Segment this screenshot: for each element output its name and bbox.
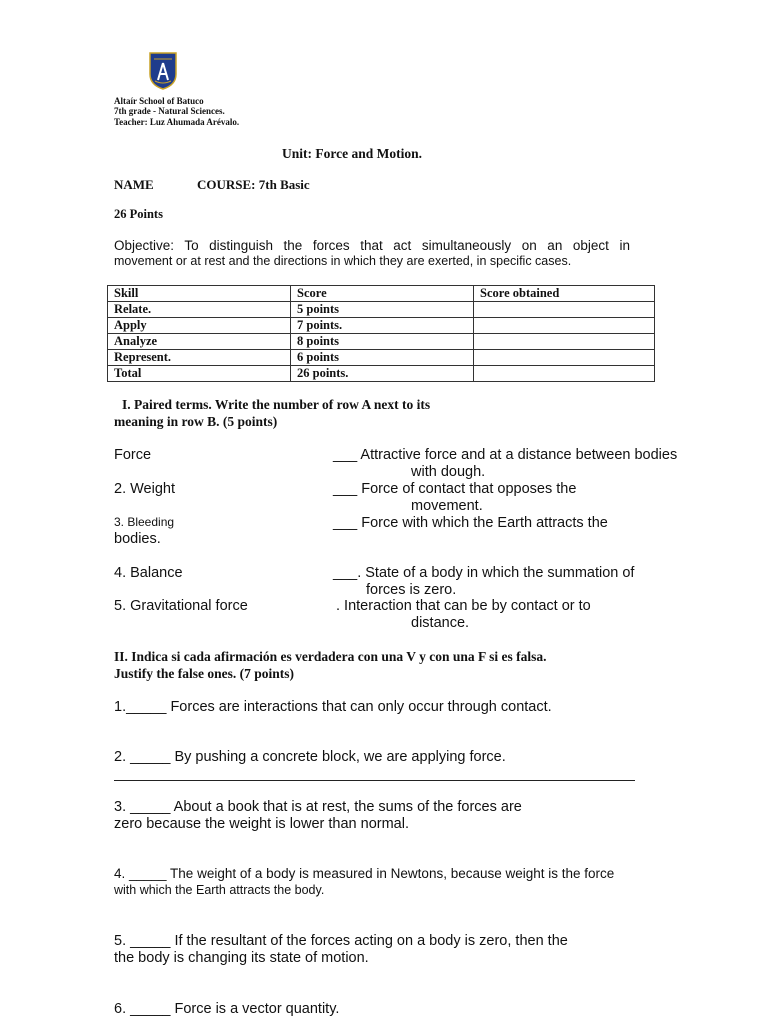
- meaning-2: ___ Force of contact that opposes the: [333, 481, 577, 497]
- section1-title-line-1: I. Paired terms. Write the number of row A next to its: [122, 397, 431, 412]
- meaning-5: . Interaction that can be by contact or to: [336, 598, 591, 614]
- meaning-4-cont: forces is zero.: [366, 582, 457, 598]
- term-balance: 4. Balance: [114, 565, 183, 581]
- meaning-1-cont: with dough.: [411, 464, 486, 480]
- table-header-row: [108, 286, 655, 302]
- meaning-2-cont: movement.: [411, 498, 483, 514]
- statement-1: 1._____ Forces are interactions that can only occur through contact.: [114, 699, 552, 715]
- statement-5: 5. _____ If the resultant of the forces acting on a body is zero, then the: [114, 933, 568, 949]
- score-cell: 6 points: [291, 350, 474, 366]
- score-obtained-cell: [474, 334, 655, 350]
- table-row: [108, 350, 655, 366]
- statement-5-cont: the body is changing its state of motion.: [114, 950, 369, 966]
- table-row: [108, 302, 655, 318]
- statement-3: 3. _____ About a book that is at rest, the sums of the forces are: [114, 799, 522, 815]
- table-row: [108, 366, 655, 382]
- section2-title-line-2: Justify the false ones. (7 points): [114, 666, 295, 681]
- statement-3-cont: zero because the weight is lower than normal.: [114, 816, 409, 832]
- statement-6: 6. _____ Force is a vector quantity.: [114, 1001, 340, 1017]
- term-bleeding: 3. Bleeding: [114, 515, 175, 529]
- header-score: Score: [291, 286, 474, 302]
- header-skill: Skill: [108, 286, 291, 302]
- objective-line-2: movement or at rest and the directions in which they are exerted, in specific cases.: [114, 254, 572, 268]
- school-name: Altaír School of Batuco: [114, 96, 204, 106]
- score-cell: 5 points: [291, 302, 474, 318]
- school-crest-icon: [149, 52, 177, 90]
- meaning-3: ___ Force with which the Earth attracts the: [333, 515, 608, 531]
- term-force: Force: [114, 447, 152, 463]
- meaning-1: ___ Attractive force and at a distance between bodies: [333, 447, 678, 463]
- skill-cell: Relate.: [108, 302, 291, 318]
- score-obtained-cell: [474, 350, 655, 366]
- answer-line: [114, 780, 635, 781]
- score-obtained-cell: [474, 318, 655, 334]
- section2-title-line-1: II. Indica si cada afirmación es verdadera con una V y con una F si es falsa.: [114, 649, 547, 664]
- table-row: [108, 318, 655, 334]
- skills-table: [107, 285, 655, 382]
- grade-line: 7th grade - Natural Sciences.: [114, 106, 225, 116]
- unit-title: Unit: Force and Motion.: [282, 146, 422, 161]
- objective-line-1: Objective: To distinguish the forces that act simultaneously on an object in: [114, 238, 630, 253]
- meaning-5-cont: distance.: [411, 615, 470, 631]
- course-label: COURSE: 7th Basic: [197, 177, 310, 192]
- meaning-4: ___. State of a body in which the summation of: [333, 565, 635, 581]
- teacher-line: Teacher: Luz Ahumada Arévalo.: [114, 117, 240, 127]
- term-bodies: bodies.: [114, 531, 161, 547]
- statement-4: 4. _____ The weight of a body is measured in Newtons, because weight is the force: [114, 866, 615, 881]
- score-cell: 8 points: [291, 334, 474, 350]
- term-weight: 2. Weight: [114, 481, 175, 497]
- score-cell: 7 points.: [291, 318, 474, 334]
- skill-cell: Represent.: [108, 350, 291, 366]
- skill-cell: Apply: [108, 318, 291, 334]
- score-obtained-cell: [474, 302, 655, 318]
- score-cell: 26 points.: [291, 366, 474, 382]
- header-score-obtained: Score obtained: [474, 286, 655, 302]
- section1-title-line-2: meaning in row B. (5 points): [114, 414, 278, 429]
- skill-cell: Analyze: [108, 334, 291, 350]
- total-points: 26 Points: [114, 207, 163, 221]
- statement-4-cont: with which the Earth attracts the body.: [114, 883, 325, 897]
- table-row: [108, 334, 655, 350]
- name-label: NAME: [114, 177, 154, 192]
- score-obtained-cell: [474, 366, 655, 382]
- statement-2: 2. _____ By pushing a concrete block, we are applying force.: [114, 749, 506, 765]
- skill-cell: Total: [108, 366, 291, 382]
- term-gravitational-force: 5. Gravitational force: [114, 598, 248, 614]
